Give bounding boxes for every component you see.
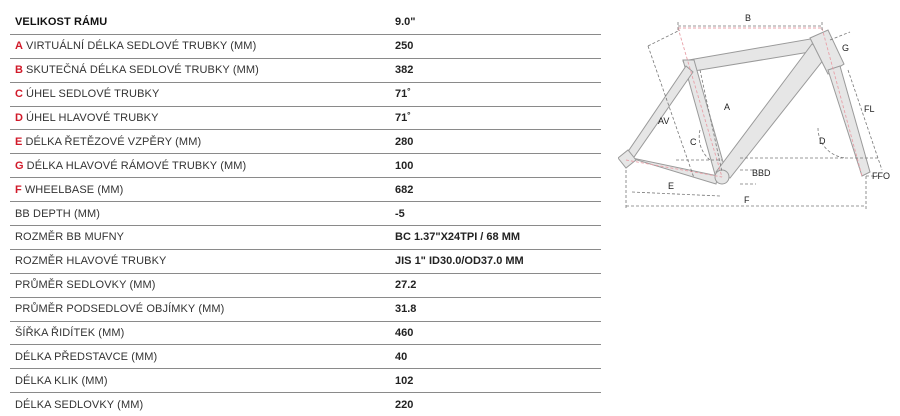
- geometry-spec-table: [10, 11, 601, 416]
- spec-row: [10, 35, 601, 59]
- spec-row: [10, 154, 601, 178]
- spec-label: [15, 184, 123, 196]
- spec-value: 40: [395, 350, 408, 363]
- spec-row: [10, 369, 601, 393]
- spec-label-text: DÉLKA SEDLOVKY (MM): [15, 398, 144, 411]
- label-A: A: [724, 102, 731, 112]
- spec-label: [15, 231, 124, 243]
- spec-label-text: ROZMĚR BB MUFNY: [15, 231, 125, 244]
- spec-row: [10, 178, 601, 202]
- spec-value: 382: [395, 64, 414, 77]
- spec-value: JIS 1" ID30.0/OD37.0 MM: [395, 255, 524, 268]
- spec-label: [15, 112, 159, 124]
- spec-code: B: [15, 64, 24, 77]
- frame-geometry-diagram: [618, 8, 900, 218]
- spec-label-text: ÚHEL SEDLOVÉ TRUBKY: [26, 88, 160, 101]
- spec-label-text: BB DEPTH (MM): [15, 207, 101, 220]
- label-G: G: [842, 43, 850, 53]
- table-header-row: [10, 11, 601, 35]
- spec-label-text: VIRTUÁLNÍ DÉLKA SEDLOVÉ TRUBKY (MM): [26, 40, 257, 53]
- spec-row: [10, 393, 601, 416]
- spec-value: 71˚: [395, 88, 411, 101]
- spec-label: [15, 279, 156, 291]
- spec-label-text: SKUTEČNÁ DÉLKA SEDLOVÉ TRUBKY (MM): [26, 64, 259, 77]
- label-FFO: FFO: [872, 171, 890, 181]
- spec-value: 220: [395, 398, 414, 411]
- spec-row: [10, 274, 601, 298]
- spec-row: [10, 130, 601, 154]
- label-AV: AV: [658, 116, 670, 126]
- spec-label: [15, 64, 259, 76]
- spec-row: [10, 298, 601, 322]
- spec-value: 280: [395, 135, 414, 148]
- spec-label-text: PRŮMĚR SEDLOVKY (MM): [15, 279, 156, 292]
- spec-value: 27.2: [395, 279, 417, 292]
- spec-code: C: [15, 88, 24, 101]
- label-BBD: BBD: [752, 168, 771, 178]
- spec-value: 250: [395, 40, 414, 53]
- spec-code: E: [15, 135, 23, 148]
- label-E: E: [668, 181, 675, 191]
- spec-value: 460: [395, 327, 414, 340]
- frame-size-value: 9.0": [395, 16, 416, 29]
- frame-size-label: VELIKOST RÁMU: [15, 16, 108, 29]
- spec-row: [10, 107, 601, 131]
- spec-value: -5: [395, 207, 405, 220]
- spec-label: [15, 40, 256, 52]
- spec-label: [15, 351, 157, 363]
- label-C: C: [690, 137, 697, 147]
- spec-label: [15, 399, 143, 411]
- spec-row: [10, 226, 601, 250]
- spec-code: A: [15, 40, 24, 53]
- spec-label-text: WHEELBASE (MM): [24, 183, 124, 196]
- bike-frame-drawing: [618, 30, 870, 184]
- spec-label: [15, 88, 159, 100]
- spec-row: [10, 202, 601, 226]
- spec-code: F: [15, 183, 22, 196]
- spec-value: 682: [395, 183, 414, 196]
- spec-code: D: [15, 112, 24, 124]
- spec-row: [10, 83, 601, 107]
- spec-label-text: DÉLKA HLAVOVÉ RÁMOVÉ TRUBKY (MM): [26, 159, 247, 172]
- spec-label-text: ROZMĚR HLAVOVÉ TRUBKY: [15, 255, 167, 268]
- spec-value: 102: [395, 374, 414, 387]
- spec-label: [15, 375, 108, 387]
- spec-label-text: DÉLKA KLIK (MM): [15, 374, 108, 387]
- spec-code: G: [15, 159, 24, 172]
- spec-value: BC 1.37"X24TPI / 68 MM: [395, 231, 521, 244]
- spec-label: [15, 327, 124, 339]
- spec-row: [10, 345, 601, 369]
- spec-row: [10, 322, 601, 346]
- spec-label-text: DÉLKA ŘETĚZOVÉ VZPĚRY (MM): [25, 135, 202, 148]
- spec-value: 31.8: [395, 303, 417, 316]
- spec-label: [15, 208, 100, 220]
- spec-label: [15, 136, 201, 148]
- label-B: B: [745, 13, 752, 23]
- label-FL: FL: [864, 104, 875, 114]
- spec-value: 100: [395, 159, 414, 172]
- spec-label-text: ŠÍŘKA ŘIDÍTEK (MM): [15, 327, 125, 340]
- spec-row: [10, 250, 601, 274]
- spec-label: [15, 303, 224, 315]
- spec-label-text: PRŮMĚR PODSEDLOVÉ OBJÍMKY (MM): [15, 303, 225, 316]
- spec-label: [15, 160, 246, 172]
- label-F: F: [744, 195, 750, 205]
- spec-value: 71˚: [395, 112, 411, 124]
- spec-row: [10, 59, 601, 83]
- spec-label-text: ÚHEL HLAVOVÉ TRUBKY: [26, 112, 159, 124]
- spec-label-text: DÉLKA PŘEDSTAVCE (MM): [15, 350, 158, 363]
- spec-label: [15, 255, 166, 267]
- label-D: D: [819, 136, 826, 146]
